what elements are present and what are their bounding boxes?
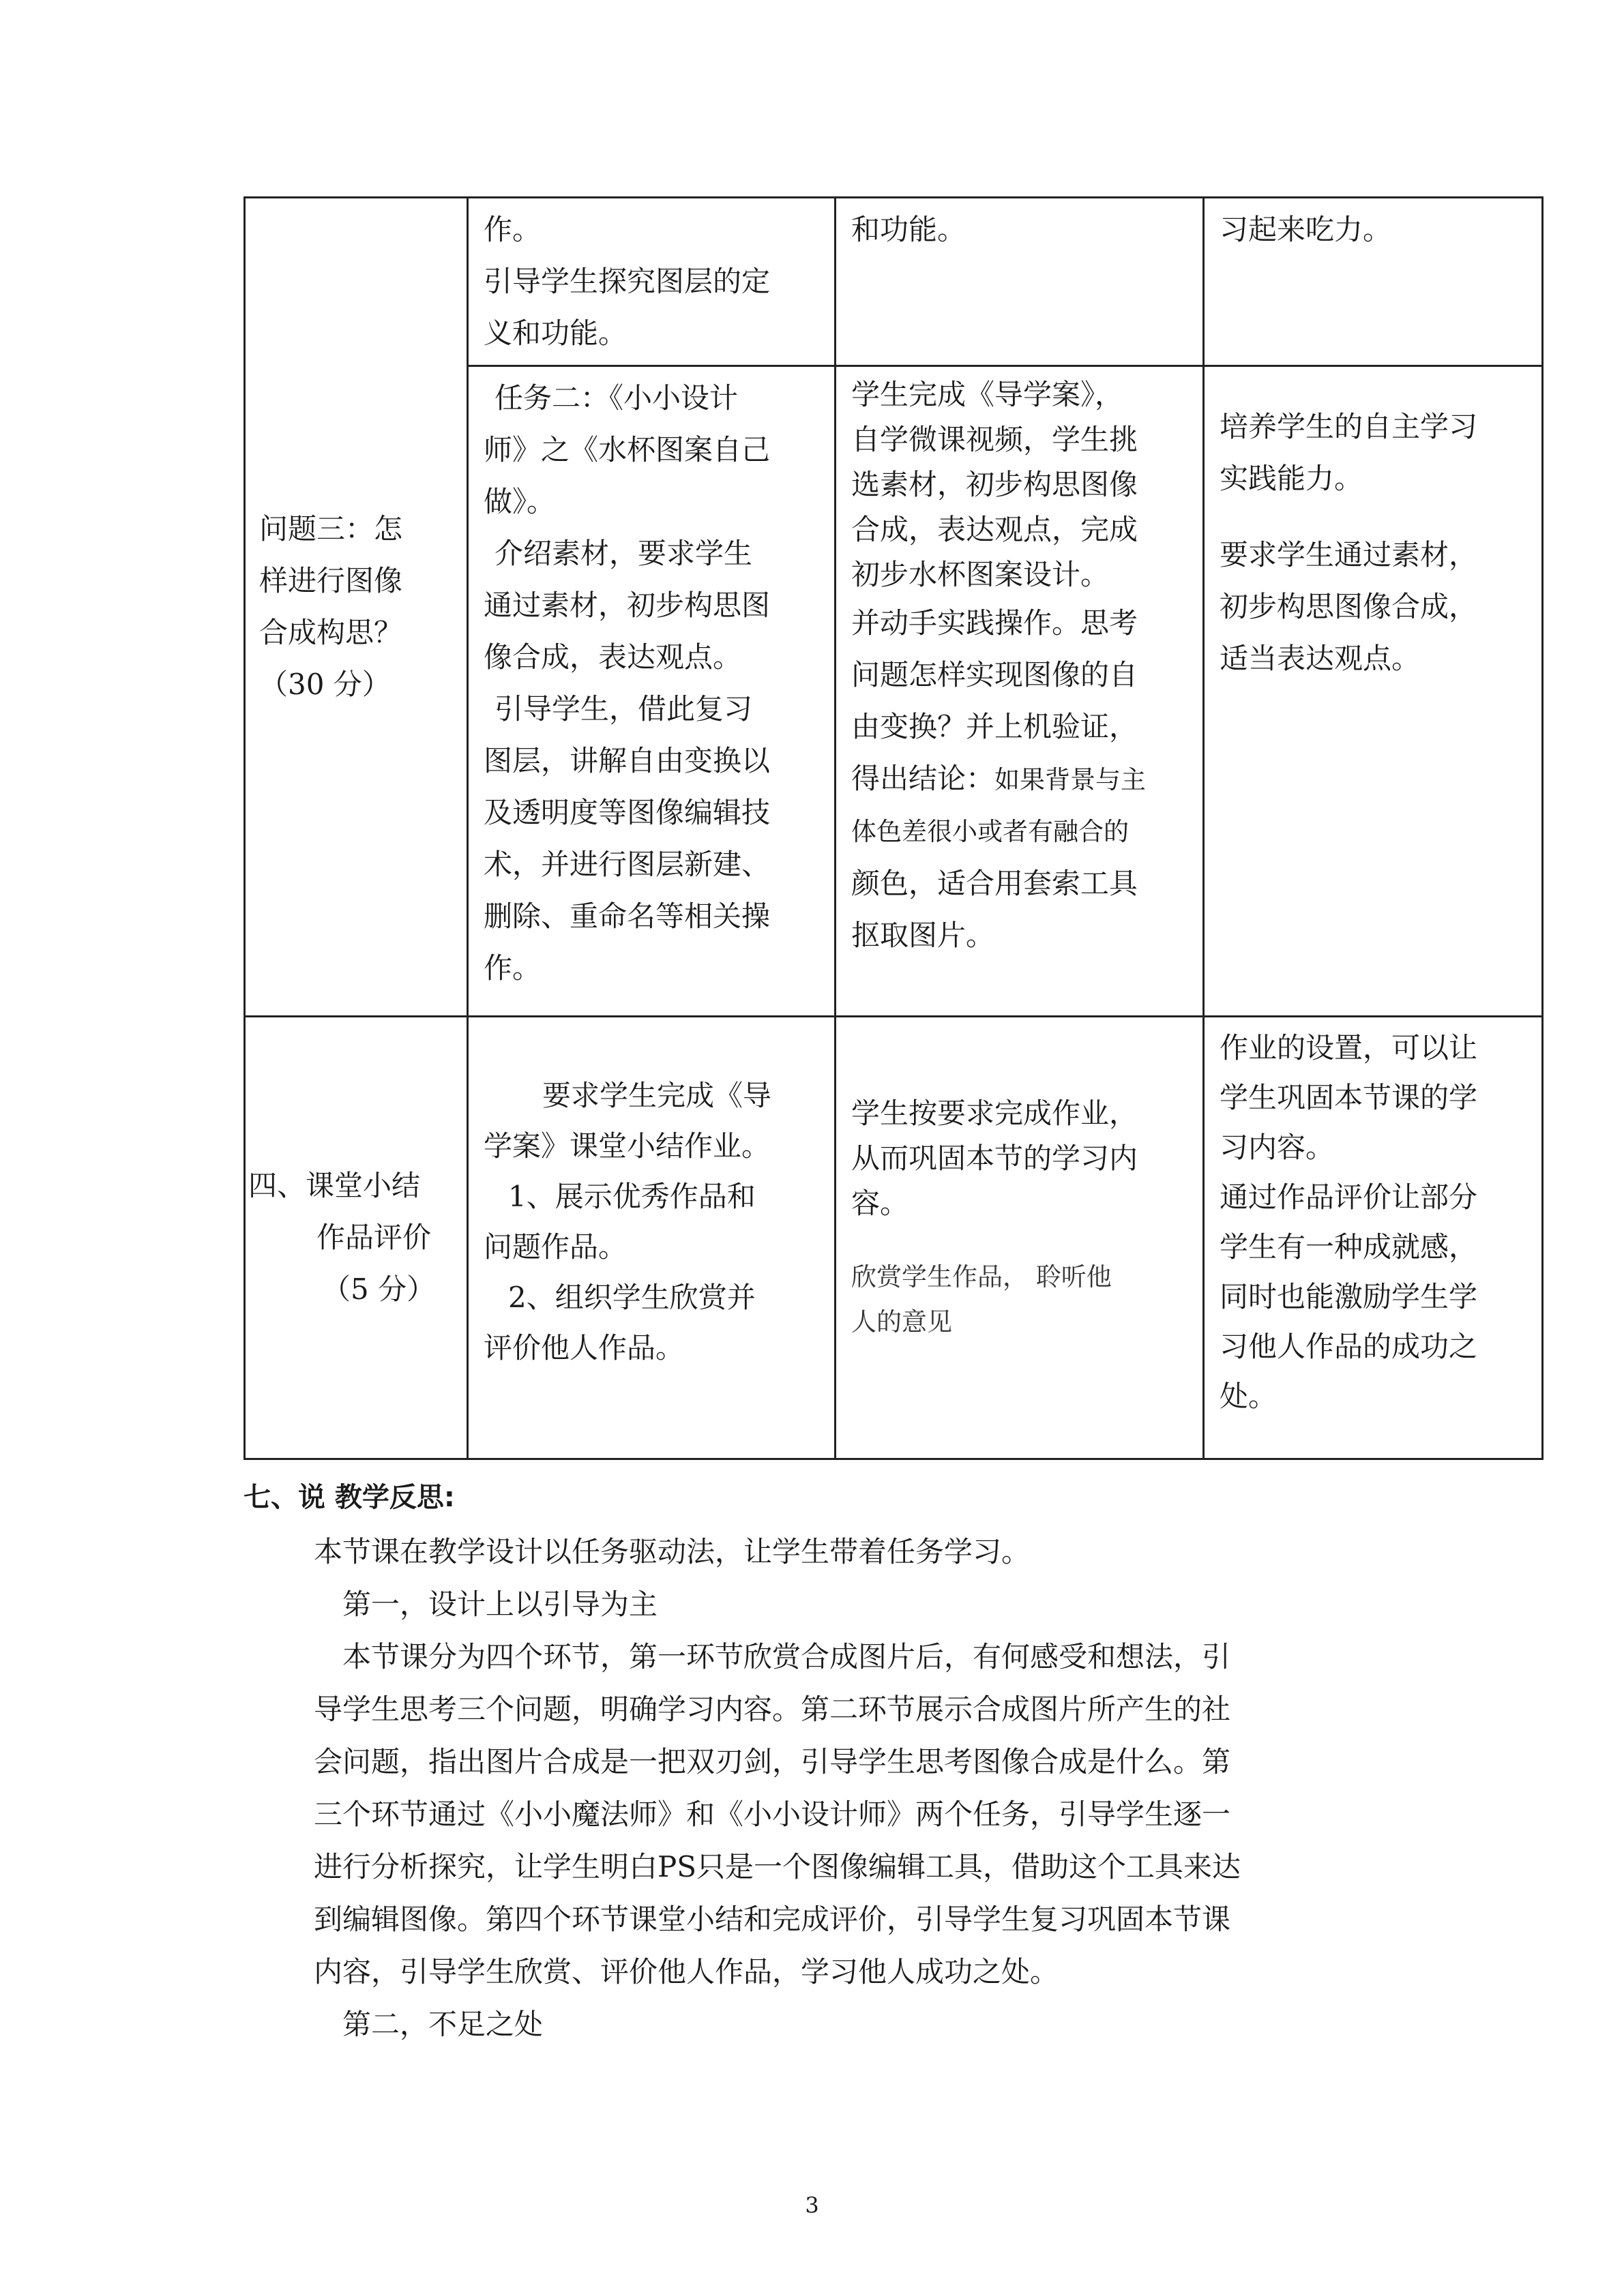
text-line: 并动手实践操作。思考 bbox=[851, 606, 1138, 640]
paragraph: 第二，不足之处 bbox=[342, 2008, 544, 2041]
text-line: 习起来吃力。 bbox=[1220, 213, 1392, 246]
paragraph-line: 会问题，指出图片合成是一把双刃剑，引导学生思考图像合成是什么。第 bbox=[314, 1745, 1231, 1778]
lesson-table bbox=[243, 196, 1544, 1460]
text-line: 学生有一种成就感， bbox=[1220, 1230, 1478, 1264]
text-line: 容。 bbox=[851, 1187, 909, 1220]
text-line: 引导学生，借此复习 bbox=[494, 692, 753, 726]
table-row bbox=[245, 198, 1543, 366]
text-line: 处。 bbox=[1220, 1380, 1278, 1413]
text-line: 引导学生探究图层的定 bbox=[484, 265, 771, 298]
table-row bbox=[245, 1017, 1543, 1459]
text-line: 习他人作品的成功之 bbox=[1220, 1330, 1478, 1363]
text-line bbox=[851, 753, 1192, 806]
text-line: 学生完成《导学案》， bbox=[851, 378, 1124, 411]
text-line: 术，并进行图层新建、 bbox=[484, 848, 771, 881]
text-line: 问题怎样实现图像的自 bbox=[851, 658, 1138, 691]
stage-line: （5 分） bbox=[322, 1272, 436, 1306]
text-line: 图层，讲解自由变换以 bbox=[484, 744, 771, 777]
text-line: 实践能力。 bbox=[1220, 462, 1363, 495]
text-line: 义和功能。 bbox=[484, 316, 628, 350]
stage-line: 问题三：怎 bbox=[259, 512, 403, 546]
text-line: 初步构思图像合成， bbox=[1220, 590, 1478, 623]
paragraph: 本节课在教学设计以任务驱动法，让学生带着任务学习。 bbox=[314, 1535, 1031, 1568]
text-line: 删除、重命名等相关操 bbox=[484, 899, 771, 933]
text-line: 通过作品评价让部分 bbox=[1220, 1180, 1478, 1214]
paragraph-line: 到编辑图像。第四个环节课堂小结和完成评价，引导学生复习巩固本节课 bbox=[314, 1903, 1231, 1936]
text-line: 人的意见 bbox=[851, 1307, 952, 1337]
text-line: 评价他人作品。 bbox=[484, 1331, 685, 1365]
text-line: 要求学生通过素材， bbox=[1220, 538, 1478, 571]
text-line: 任务二：《小小设计 bbox=[494, 381, 739, 415]
text-line: 体色差很小或者有融合的 bbox=[851, 817, 1129, 846]
text-line: 作。 bbox=[484, 951, 542, 985]
text-line: 欣赏学生作品， 聆听他 bbox=[851, 1262, 1112, 1292]
spacer bbox=[851, 1226, 1192, 1255]
text-line: 像合成，表达观点。 bbox=[484, 640, 742, 674]
student-cell bbox=[836, 1017, 1204, 1459]
paragraph-line: 三个环节通过《小小魔法师》和《小小设计师》两个任务，引导学生逐一 bbox=[314, 1798, 1231, 1831]
text-line: 作。 bbox=[484, 213, 542, 246]
stage-cell bbox=[245, 198, 468, 1017]
text-line: 师》之《水杯图案自己 bbox=[484, 433, 771, 466]
text-line: 通过素材，初步构思图 bbox=[484, 588, 771, 622]
text-line: 要求学生完成《导 bbox=[542, 1079, 772, 1112]
text-line: 初步水杯图案设计。 bbox=[851, 558, 1110, 591]
text-line: 同时也能激励学生学 bbox=[1220, 1280, 1478, 1313]
spacer bbox=[1220, 505, 1531, 529]
text-line: 培养学生的自主学习 bbox=[1220, 410, 1478, 443]
text-line: 学生按要求完成作业， bbox=[851, 1097, 1138, 1130]
text-line: 及透明度等图像编辑技 bbox=[484, 796, 771, 829]
student-cell bbox=[836, 366, 1204, 1017]
text-line: 合成，表达观点，完成 bbox=[851, 513, 1138, 546]
intent-cell bbox=[1204, 366, 1543, 1017]
teacher-cell bbox=[468, 366, 836, 1017]
page-number: 3 bbox=[805, 2192, 819, 2218]
stage-line: 作品评价 bbox=[316, 1221, 432, 1254]
paragraph: 第一，设计上以引导为主 bbox=[342, 1587, 658, 1621]
paragraph-line: 本节课分为四个环节，第一环节欣赏合成图片后，有何感受和想法，引 bbox=[342, 1640, 1231, 1673]
stage-line: 四、课堂小结 bbox=[248, 1169, 421, 1202]
text-span: 得出结论： bbox=[851, 762, 995, 795]
text-line: 自学微课视频，学生挑 bbox=[851, 423, 1138, 456]
text-line: 学案》课堂小结作业。 bbox=[484, 1129, 771, 1163]
stage-cell bbox=[245, 1017, 468, 1459]
paragraph-line: 进行分析探究，让学生明白PS只是一个图像编辑工具，借助这个工具来达 bbox=[314, 1850, 1241, 1883]
section-heading: 七、说 教学反思: bbox=[243, 1482, 455, 1513]
text-line: 抠取图片。 bbox=[851, 919, 995, 952]
stage-line: 合成构思？ bbox=[259, 616, 403, 649]
text-line: 学生巩固本节课的学 bbox=[1220, 1081, 1478, 1114]
text-line: 问题作品。 bbox=[484, 1230, 628, 1264]
stage-line: 样进行图像 bbox=[259, 564, 403, 597]
paragraph-line: 导学生思考三个问题，明确学习内容。第二环节展示合成图片所产生的社 bbox=[314, 1693, 1231, 1726]
text-span: 如果背景与主 bbox=[994, 765, 1147, 794]
intent-cell bbox=[1204, 198, 1543, 366]
text-line: 习内容。 bbox=[1220, 1131, 1335, 1164]
text-line: 作业的设置，可以让 bbox=[1220, 1031, 1478, 1064]
student-cell bbox=[836, 198, 1204, 366]
text-line: 介绍素材，要求学生 bbox=[494, 537, 753, 570]
text-line: 1、展示优秀作品和 bbox=[508, 1180, 756, 1213]
text-line: 和功能。 bbox=[851, 213, 966, 246]
text-line: 由变换？并上机验证， bbox=[851, 710, 1138, 743]
intent-cell bbox=[1204, 1017, 1543, 1459]
stage-line: （30 分） bbox=[259, 668, 391, 701]
text-line: 2、组织学生欣赏并 bbox=[508, 1281, 756, 1314]
text-line: 选素材，初步构思图像 bbox=[851, 468, 1138, 501]
teacher-cell bbox=[468, 198, 836, 366]
text-line: 颜色，适合用套索工具 bbox=[851, 867, 1138, 900]
text-line: 做》。 bbox=[484, 485, 556, 518]
teacher-cell bbox=[468, 1017, 836, 1459]
paragraph-line: 内容，引导学生欣赏、评价他人作品，学习他人成功之处。 bbox=[314, 1955, 1059, 1988]
text-line: 从而巩固本节的学习内 bbox=[851, 1142, 1138, 1175]
text-line: 适当表达观点。 bbox=[1220, 642, 1421, 675]
